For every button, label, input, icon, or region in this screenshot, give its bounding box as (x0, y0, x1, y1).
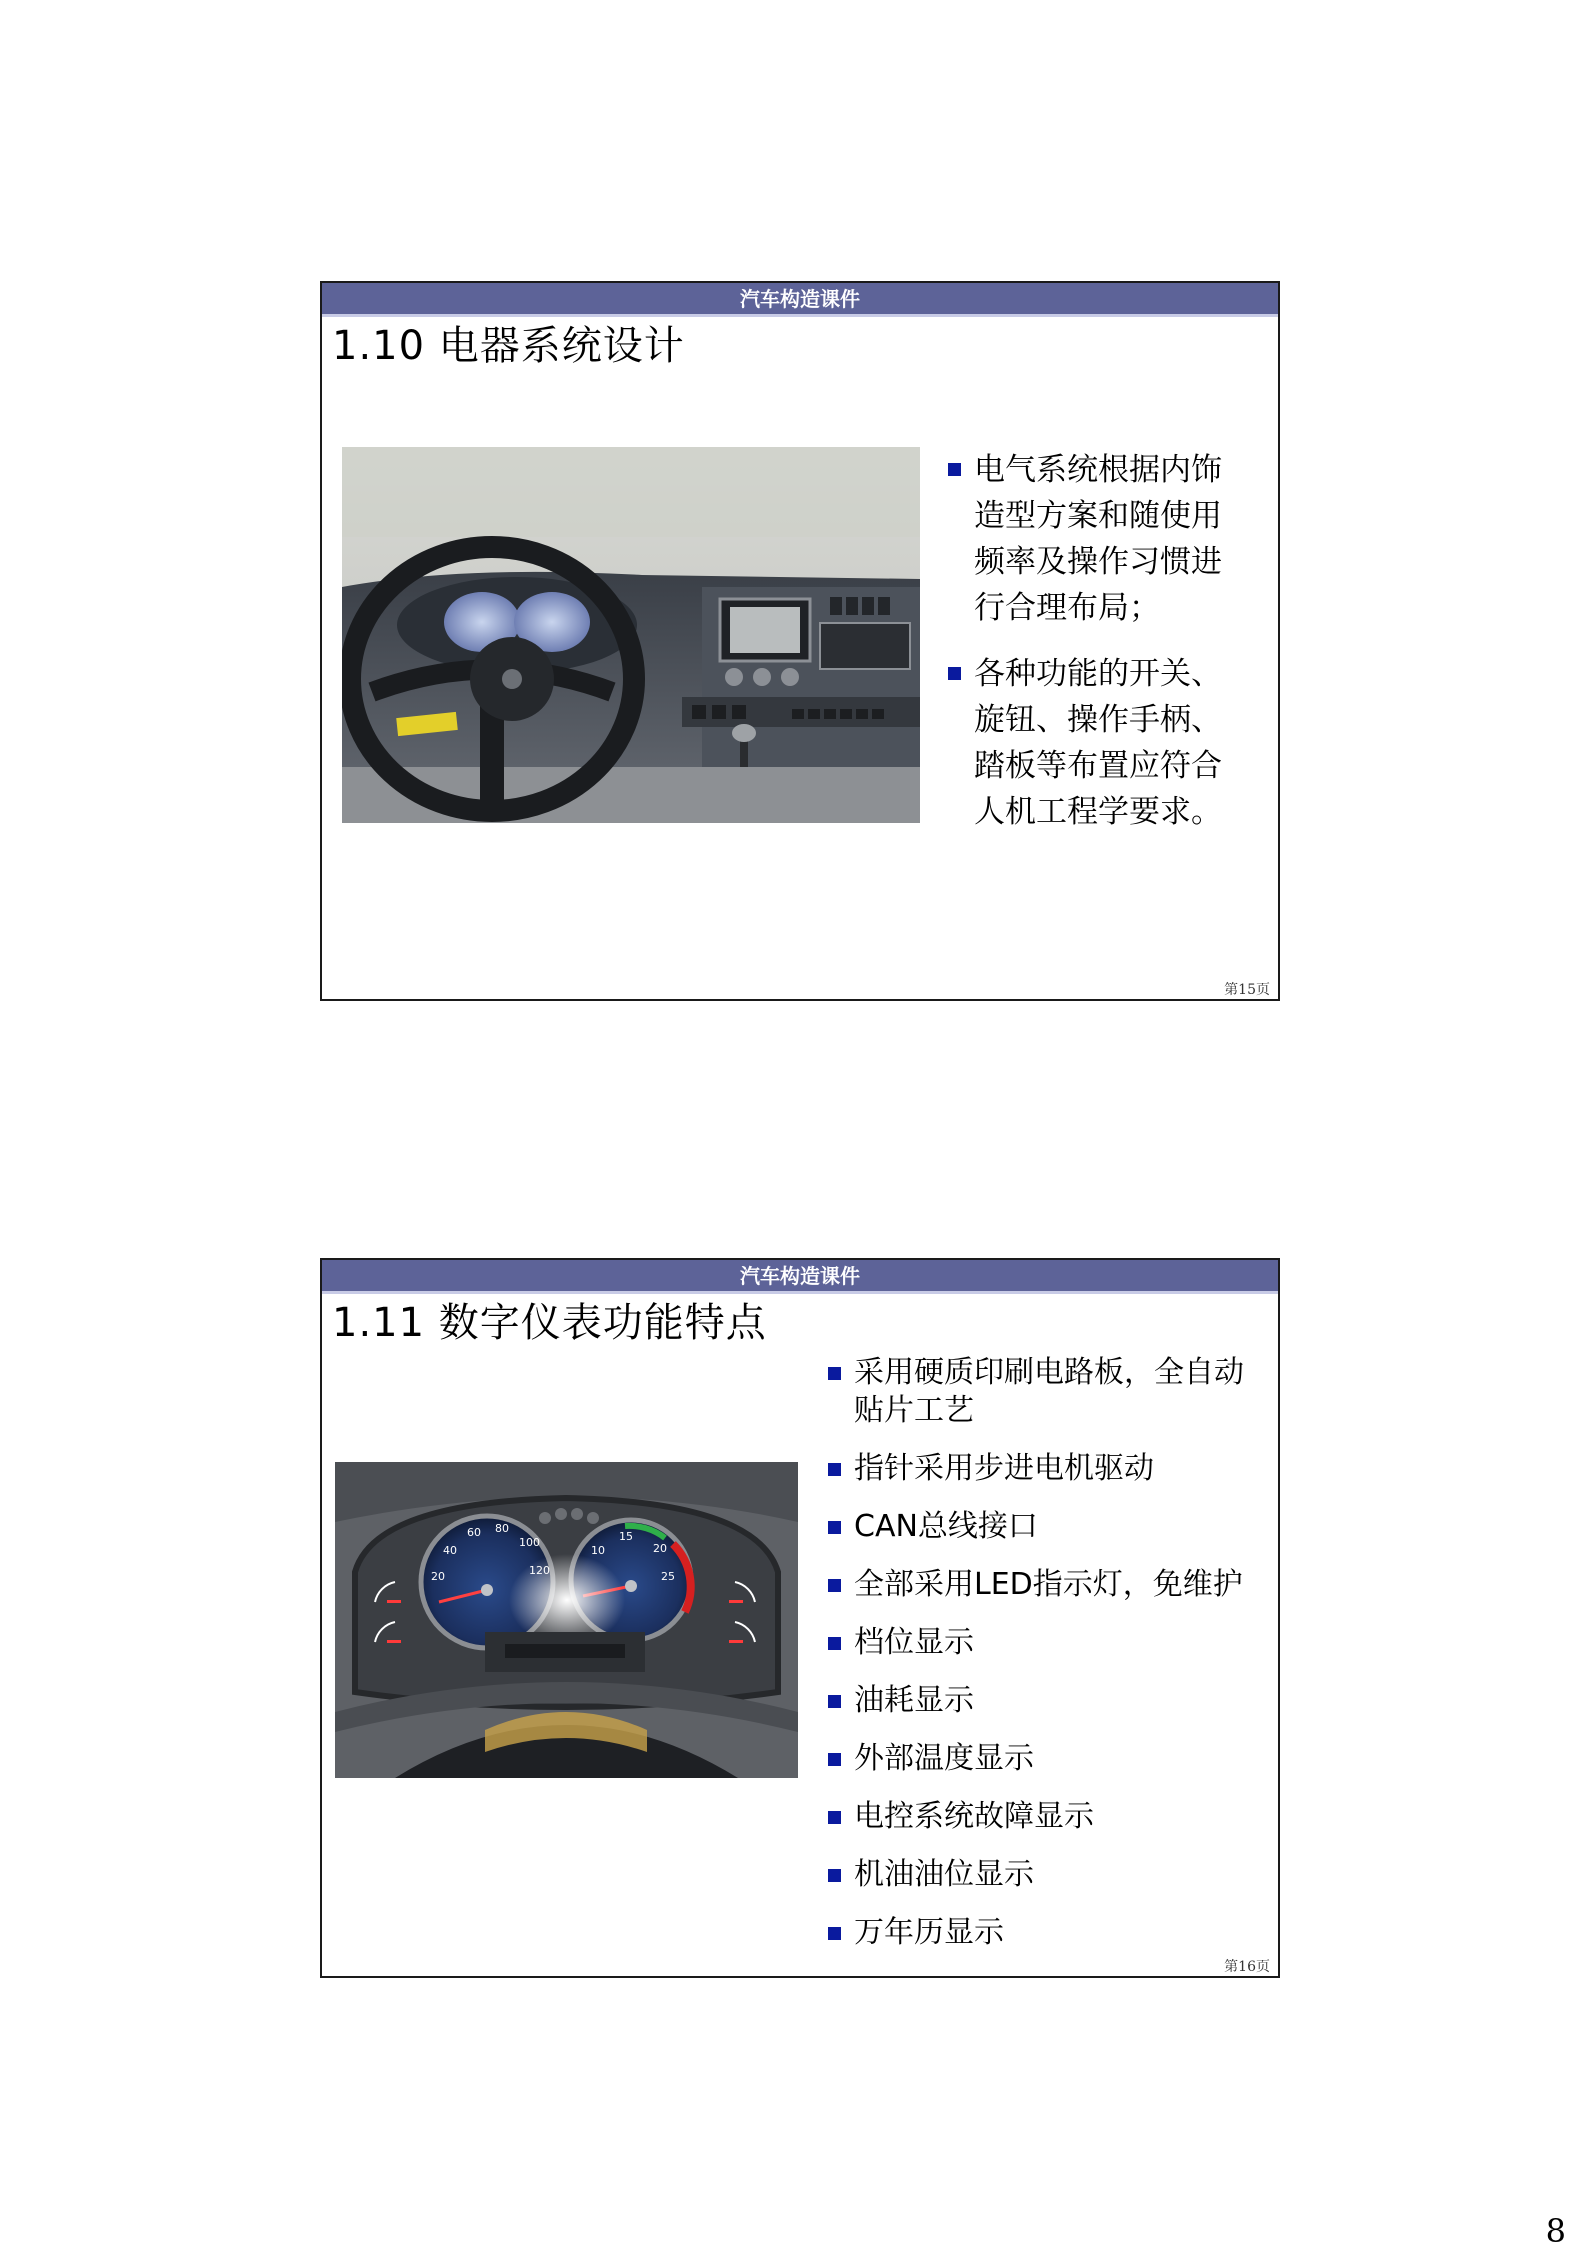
gauge-tick-label: 10 (591, 1544, 605, 1557)
gauge-tick-label: 20 (431, 1570, 445, 1583)
bullet-text: CAN总线接口 (854, 1509, 1038, 1544)
square-bullet-icon (948, 667, 961, 680)
bullet-text: 外部温度显示 (854, 1741, 1034, 1776)
list-item (828, 1566, 1268, 1604)
document-page-number: 8 (1545, 2212, 1566, 2250)
square-bullet-icon (828, 1869, 841, 1882)
slide-page-label: 第16页 (1224, 1959, 1270, 1975)
slide-16 (320, 1258, 1280, 1978)
bullet-text: 各种功能的开关、旋钮、操作手柄、踏板等布置应符合人机工程学要求。 (974, 656, 1222, 830)
bullet-text: 油耗显示 (854, 1683, 974, 1718)
bullet-text: 电气系统根据内饰造型方案和随使用频率及操作习惯进行合理布局； (974, 452, 1222, 626)
slide-title: 1.11 数字仪表功能特点 (332, 1300, 767, 1346)
square-bullet-icon (828, 1463, 841, 1476)
gauge-tick-label: 60 (467, 1526, 481, 1539)
dashboard-photo (342, 447, 920, 823)
square-bullet-icon (828, 1367, 841, 1380)
instrument-cluster-photo (335, 1462, 798, 1778)
gauge-tick-label: 80 (495, 1522, 509, 1535)
square-bullet-icon (828, 1927, 841, 1940)
bullet-text: 电控系统故障显示 (854, 1799, 1094, 1834)
slide-15 (320, 281, 1280, 1001)
list-item (828, 1508, 1268, 1546)
gauge-tick-label: 15 (619, 1530, 633, 1543)
bullet-list (828, 1354, 1268, 1972)
list-item (828, 1450, 1268, 1488)
slide-header: 汽车构造课件 (322, 1260, 1278, 1294)
bullet-text: 万年历显示 (854, 1915, 1004, 1950)
square-bullet-icon (828, 1521, 841, 1534)
list-item (828, 1354, 1268, 1430)
list-item (948, 651, 1248, 835)
bullet-text: 机油油位显示 (854, 1857, 1034, 1892)
list-item (828, 1682, 1268, 1720)
slide-page-label: 第15页 (1224, 982, 1270, 998)
slide-header: 汽车构造课件 (322, 283, 1278, 317)
square-bullet-icon (948, 463, 961, 476)
bullet-text: 采用硬质印刷电路板，全自动贴片工艺 (854, 1355, 1244, 1428)
gauge-tick-label: 40 (443, 1544, 457, 1557)
list-item (828, 1856, 1268, 1894)
list-item (828, 1914, 1268, 1952)
bullet-list (948, 447, 1248, 855)
bullet-text: 全部采用LED指示灯，免维护 (854, 1567, 1243, 1602)
gauge-tick-label: 25 (661, 1570, 675, 1583)
square-bullet-icon (828, 1811, 841, 1824)
gauge-tick-label: 100 (519, 1536, 540, 1549)
square-bullet-icon (828, 1695, 841, 1708)
gauge-tick-label: 20 (653, 1542, 667, 1555)
list-item (828, 1798, 1268, 1836)
square-bullet-icon (828, 1579, 841, 1592)
square-bullet-icon (828, 1637, 841, 1650)
bullet-text: 指针采用步进电机驱动 (854, 1451, 1154, 1486)
slide-title: 1.10 电器系统设计 (332, 323, 685, 369)
list-item (828, 1740, 1268, 1778)
list-item (828, 1624, 1268, 1662)
list-item (948, 447, 1248, 631)
square-bullet-icon (828, 1753, 841, 1766)
bullet-text: 档位显示 (854, 1625, 974, 1660)
